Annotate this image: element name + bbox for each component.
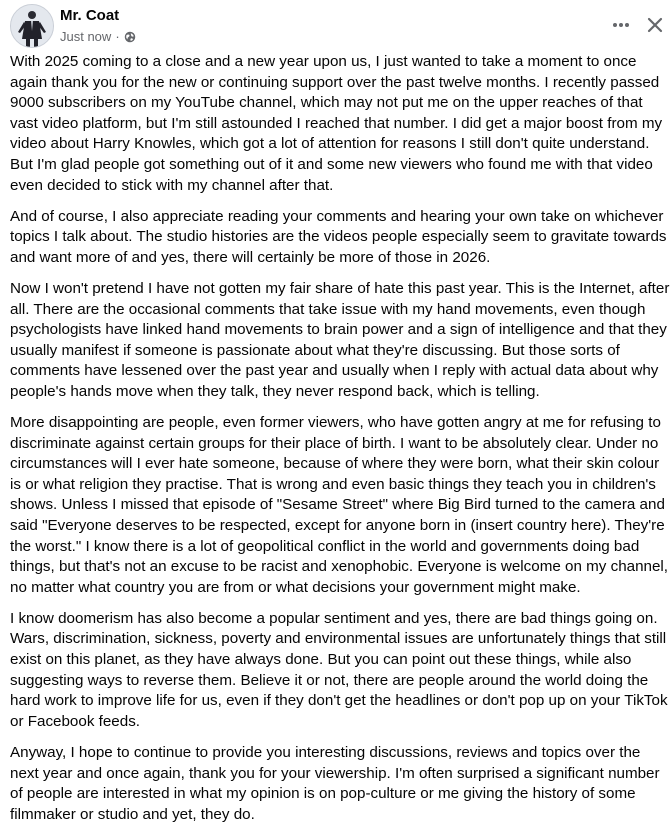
close-icon — [645, 15, 665, 35]
post-paragraph-2: And of course, I also appreciate reading your comments and hearing your own take on whichever topics I talk about. The studio histories are the videos people especially seem to gravitate towards and want more of and yes, there will certainly be more of those in 2026. — [10, 207, 667, 266]
meta-separator: · — [115, 29, 120, 44]
post-timestamp[interactable]: Just now — [60, 29, 112, 44]
post-meta — [60, 29, 136, 44]
post-author-name[interactable]: Mr. Coat — [60, 7, 120, 24]
post-actions — [604, 10, 672, 40]
post-paragraph-3: Now I won't pretend I have not gotten my fair share of hate this past year. This is the Internet, after all. There are the occasional comments that take issue with my hand movements, even though psychologists have linked hand movements to brain power and a sign of intelligence and that they usually manifest if someone is passionate about what they're discussing. But those sorts of comments have lessened over the past year and usually when I reply with actual data about why people's hands move when they talk, they never respond back, which is telling. — [10, 279, 670, 400]
post-paragraph-4: More disappointing are people, even former viewers, who have gotten angry at me for refusing to discriminate against certain groups for their place of birth. I want to be absolutely clear. Under no circumstances will I ever hate someone, because of where they were born, what their skin colour is or what religion they practise. That is wrong and even basic things they teach you in children's shows. Unless I missed that episode of "Sesame Street" where Big Bird turned to the camera and said "Everyone deserves to be respected, except for anyone born in (insert country here). They're the worst." I know there is a lot of geopolitical conflict in the world and governments doing bad things, but that's not an excuse to be racist and xenophobic. Everyone is welcome on my channel, no matter what country you are from or what decisions your government might make. — [10, 414, 669, 596]
close-post-button[interactable] — [638, 10, 672, 40]
post-body — [10, 52, 672, 836]
more-horizontal-icon — [611, 15, 631, 35]
post-paragraph-1: With 2025 coming to a close and a new year upon us, I just wanted to take a moment to once again thank you for the new or continuing support over the past twelve months. I recently passed 9000 subscribers on my YouTube channel, which may not put me on the upper reaches of that vast video platform, but I'm still astounded I reached that number. I did get a major boost from my video about Harry Knowles, which got a lot of attention for reasons I still don't quite understand. But I'm glad people got something out of it and some new viewers who found me with that video even decided to stick with my channel after that. — [10, 53, 663, 194]
globe-icon[interactable] — [124, 31, 136, 43]
post-paragraph-5: I know doomerism has also become a popular sentiment and yes, there are bad things going on. Wars, discrimination, sickness, poverty and environmental issues are unfortunately things that still exist on this planet, as they have always done. But you can point out these things, while also suggesting ways to reverse them. Believe it or not, there are people around the world doing the hard work to improve life for us, even if they don't get the headlines or don't pop up on your TikTok or Facebook feeds. — [10, 609, 668, 730]
avatar[interactable] — [10, 4, 54, 48]
post-paragraph-6: Anyway, I hope to continue to provide you interesting discussions, reviews and topics over the next year and once again, thank you for your viewership. I'm often surprised a significant number of people are interested in what my opinion is on pop-culture or me giving the history of some filmmaker or studio and yet, they do. — [10, 743, 660, 823]
post-header — [10, 4, 672, 50]
more-options-button[interactable] — [604, 10, 638, 40]
avatar-figure-icon — [11, 5, 53, 47]
